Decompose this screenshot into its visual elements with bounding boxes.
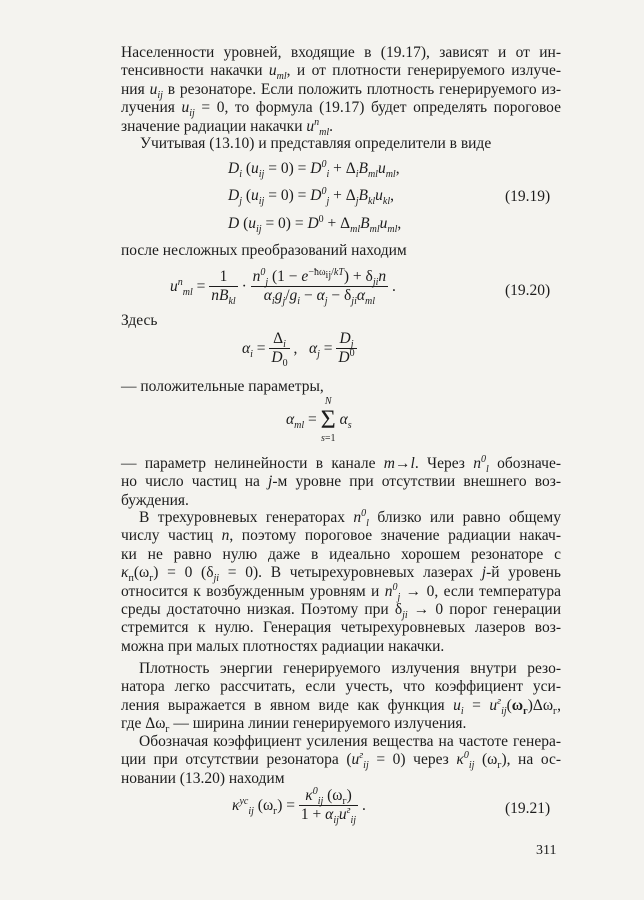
paragraph-8 xyxy=(121,660,561,734)
eq-alpha-ml: $\alpha_{ml}$ = N Σ s=1 $\alpha_s$ xyxy=(286,396,352,444)
p1-line-4: лучения $u_{ij} = 0$, то формула (19.17) будет определять пороговое xyxy=(121,99,561,120)
page-number: 311 xyxy=(536,843,557,858)
eq-19-19-line-3: D $(u_{ij} = 0) = D^0 + \Delta_{ml}B_{ml}u_{ml}$, xyxy=(228,213,402,236)
p7-line-2: числу частиц n, поэтому пороговое значение радиации накач- xyxy=(121,527,561,545)
eq-19-19-line-2: $D_j$ $(u_{ij} = 0) = D^0_j + \Delta_jB_{kl}u_{kl}$, xyxy=(228,185,395,208)
p7-line-4: $\kappa_п(\omega_г) = 0$ $(\delta_{ji} = 0)$. В четырехуровневых лазерах j-й уровень xyxy=(121,564,561,585)
eq-19-20-frac-1: $\frac{1}{nB_{kl}}$ xyxy=(211,268,236,308)
eq-number-19-21: (19.21) xyxy=(505,800,551,817)
paragraph-5 xyxy=(121,378,561,396)
eq-number-19-19: (19.19) xyxy=(505,188,551,205)
p1-line-1: Населенности уровней, входящие в (19.17), зависят и от ин- xyxy=(121,44,561,61)
p1-line-5: значение радиации накачки $u^п_{ml}$. xyxy=(121,116,333,138)
p7-line-8: можна при малых плотностях радиации накачки. xyxy=(121,637,445,655)
p1-line-2: тенсивности накачки $u_{ml}$, и от плотности генерируемого излуче- xyxy=(121,62,561,83)
p7-line-5: относится к возбужденным уровням и $n^0_j \to 0$, если температура xyxy=(121,581,561,603)
p7-line-1: В трехуровневых генераторах $n^0_l$ близко или равно общему xyxy=(139,507,561,530)
p6-line-3: буждения. xyxy=(121,491,189,509)
p1-line-3: ния $u_{ij}$ в резонаторе. Если положить плотность генерируемого из- xyxy=(121,80,561,101)
paragraph-7 xyxy=(121,509,561,656)
paragraph-6 xyxy=(121,455,561,510)
p7-line-3: ки не равно нулю даже в идеально хорошем резонаторе с xyxy=(121,545,561,563)
paragraph-9 xyxy=(121,733,561,788)
eq-19-20-frac-2: $\frac{n^0_j (1 - e^{-ħ\omega_{ij}/kT}) + \delta_{ji}n}{\alpha_ig_j/g_i - \alpha_j - \delta_{ji}\alpha_{ml}}$ xyxy=(252,266,387,308)
p8-line-4: где $\Delta\omega_г$ — ширина линии генерируемого излучения. xyxy=(121,715,467,736)
eq-19-21-frac: $\frac{\kappa^0_{ij} (\omega_г)}{1 + \alpha_{ij}u^г_{ij}}$ xyxy=(300,785,357,827)
p8-line-2: натора легко рассчитать, если учесть, что коэффициент уси- xyxy=(121,678,561,696)
eq-alpha-def: $\alpha_i$ = $\frac{\Delta_i}{D_0}$ , $\alpha_j$ = $\frac{D_j}{D^0}$ xyxy=(242,330,355,370)
p7-line-6: среды достаточно низкая. Поэтому при $\delta_{ji} \to 0$ порог генерации xyxy=(121,601,561,622)
p9-line-2: ции при отсутствии резонатора $(u^г_{ij} = 0)$ через $\kappa^0_{ij}$ $(\omega_г)$, на ос- xyxy=(121,750,561,772)
p2-line-1: Учитывая (13.10) и представляя определители в виде xyxy=(140,135,492,152)
eq-number-19-20: (19.20) xyxy=(505,282,551,299)
eq-19-19-line-1: $D_i$ $(u_{ij} = 0) = D^0_i + \Delta_iB_{ml}u_{ml}$, xyxy=(228,158,400,181)
p8-line-1: Плотность энергии генерируемого излучения внутри резо- xyxy=(139,660,561,677)
p9-line-3: новании (13.20) находим xyxy=(121,769,285,787)
eq-19-21: $\kappa^{ус}_{ij}$ $(\omega_г)$ = $\frac{\kappa^0_{ij} (\omega_г)}{1 + \alpha_{ij}u^г_{ij}}$ . xyxy=(232,785,366,827)
p6-line-2: но число частиц на j-м уровне при отсутствии внешнего воз- xyxy=(121,473,561,491)
paragraph-1 xyxy=(121,44,561,136)
p5-line-1: — положительные параметры, xyxy=(121,378,324,395)
p3-line-1: после несложных преобразований находим xyxy=(121,242,407,259)
eq-19-20: $u^п_{ml}$ = $\frac{1}{nB_{kl}}$ · $\frac{n^0_j (1 - e^{-ħ\omega_{ij}/kT}) + \delta_{ji}n}{\alpha_ig_j/g_i - \alpha_j - \delta_{ji}\alpha_{ml}}$ . xyxy=(170,266,396,308)
p4-line-1: Здесь xyxy=(121,312,158,329)
p8-line-3: ления выражается в явном виде как функция $u_i = u^г_{ij}(\omega_г)\Delta\omega_г$, xyxy=(121,695,562,717)
paragraph-3 xyxy=(121,242,561,260)
p6-line-1: — параметр нелинейности в канале m→l. Через $n^0_l$ обозначе- xyxy=(121,453,561,476)
p7-line-7: стремится к нулю. Генерация четырехуровневых лазеров воз- xyxy=(121,619,561,637)
p9-line-1: Обозначая коэффициент усиления вещества на частоте генера- xyxy=(139,733,561,750)
paragraph-2 xyxy=(140,135,561,153)
paragraph-4 xyxy=(121,312,561,330)
